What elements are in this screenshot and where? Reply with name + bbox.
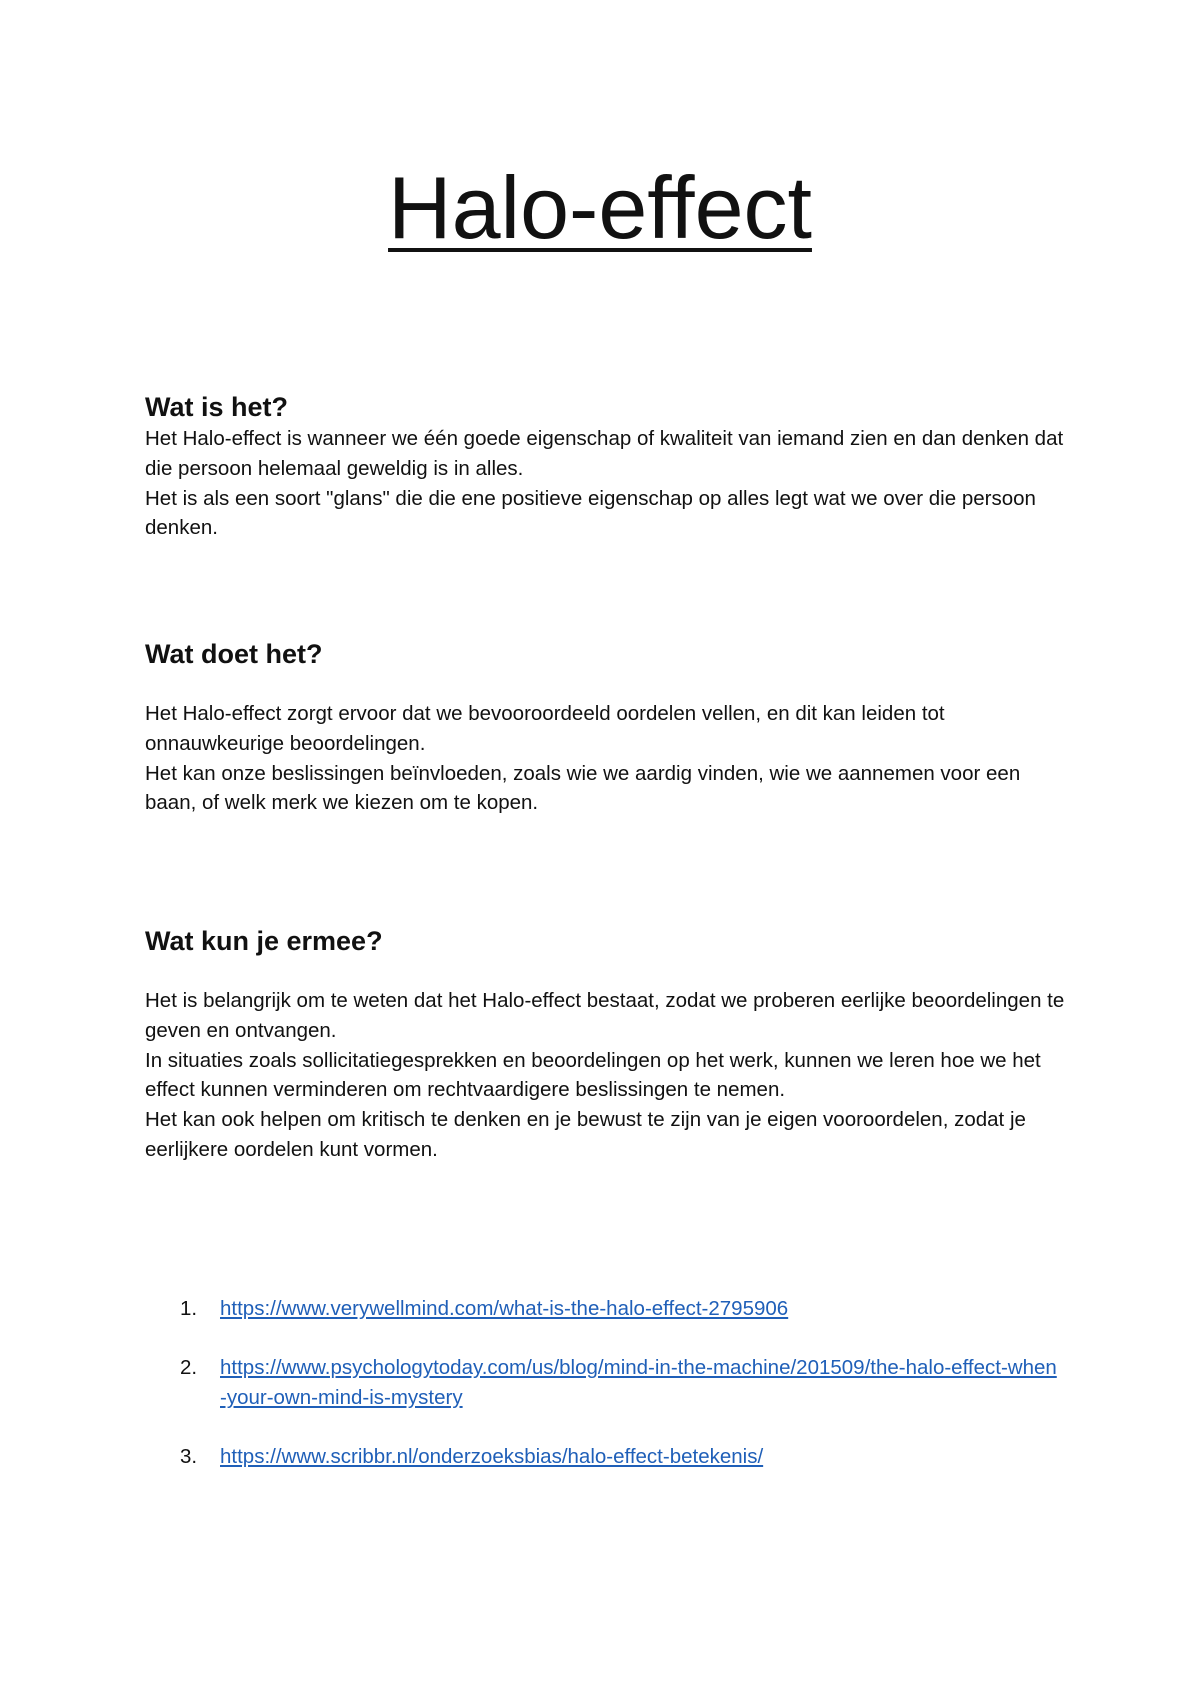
section-wat-doet-het bbox=[145, 637, 1065, 818]
page-title-text: Halo-effect bbox=[388, 158, 812, 257]
section-paragraph: In situaties zoals sollicitatiegesprekken en beoordelingen op het werk, kunnen we leren hoe we het effect kunnen verminderen om rechtvaardigere beslissingen te nemen. bbox=[145, 1048, 1041, 1102]
section-heading: Wat is het? bbox=[145, 392, 289, 422]
source-link[interactable]: https://www.psychologytoday.com/us/blog/mind-in-the-machine/201509/the-halo-effect-when-your-own-mind-is-mystery bbox=[220, 1356, 1057, 1409]
section-paragraph: Het is als een soort "glans" die die ene positieve eigenschap op alles legt wat we over die persoon denken. bbox=[145, 486, 1036, 540]
source-number: 3. bbox=[180, 1445, 198, 1468]
section-wat-kun-je-ermee bbox=[145, 924, 1065, 1165]
source-item bbox=[180, 1294, 1060, 1324]
source-link[interactable]: https://www.scribbr.nl/onderzoeksbias/halo-effect-betekenis/ bbox=[220, 1445, 764, 1468]
sources-list bbox=[180, 1294, 1060, 1501]
section-paragraph: Het kan onze beslissingen beïnvloeden, zoals wie we aardig vinden, wie we aannemen voor een baan, of welk merk we kiezen om te kopen. bbox=[145, 761, 1021, 815]
section-paragraph: Het kan ook helpen om kritisch te denken en je bewust te zijn van je eigen vooroordelen, zodat je eerlijkere oordelen kunt vormen. bbox=[145, 1108, 1026, 1161]
section-wat-is-het bbox=[145, 390, 1065, 543]
section-paragraph: Het Halo-effect is wanneer we één goede eigenschap of kwaliteit van iemand zien en dan denken dat die persoon helemaal geweldig is in alles. bbox=[145, 427, 1064, 480]
source-item bbox=[180, 1353, 1060, 1413]
source-number: 1. bbox=[180, 1297, 198, 1320]
section-heading: Wat doet het? bbox=[145, 639, 323, 669]
source-item bbox=[180, 1442, 1060, 1472]
page-title bbox=[0, 158, 1200, 258]
source-number: 2. bbox=[180, 1356, 198, 1379]
section-paragraph: Het is belangrijk om te weten dat het Halo-effect bestaat, zodat we proberen eerlijke beoordelingen te geven en ontvangen. bbox=[145, 989, 1065, 1042]
section-paragraph: Het Halo-effect zorgt ervoor dat we bevooroordeeld oordelen vellen, en dit kan leiden tot onnauwkeurige beoordelingen. bbox=[145, 702, 945, 755]
source-link[interactable]: https://www.verywellmind.com/what-is-the-halo-effect-2795906 bbox=[220, 1297, 789, 1320]
section-heading: Wat kun je ermee? bbox=[145, 926, 383, 956]
